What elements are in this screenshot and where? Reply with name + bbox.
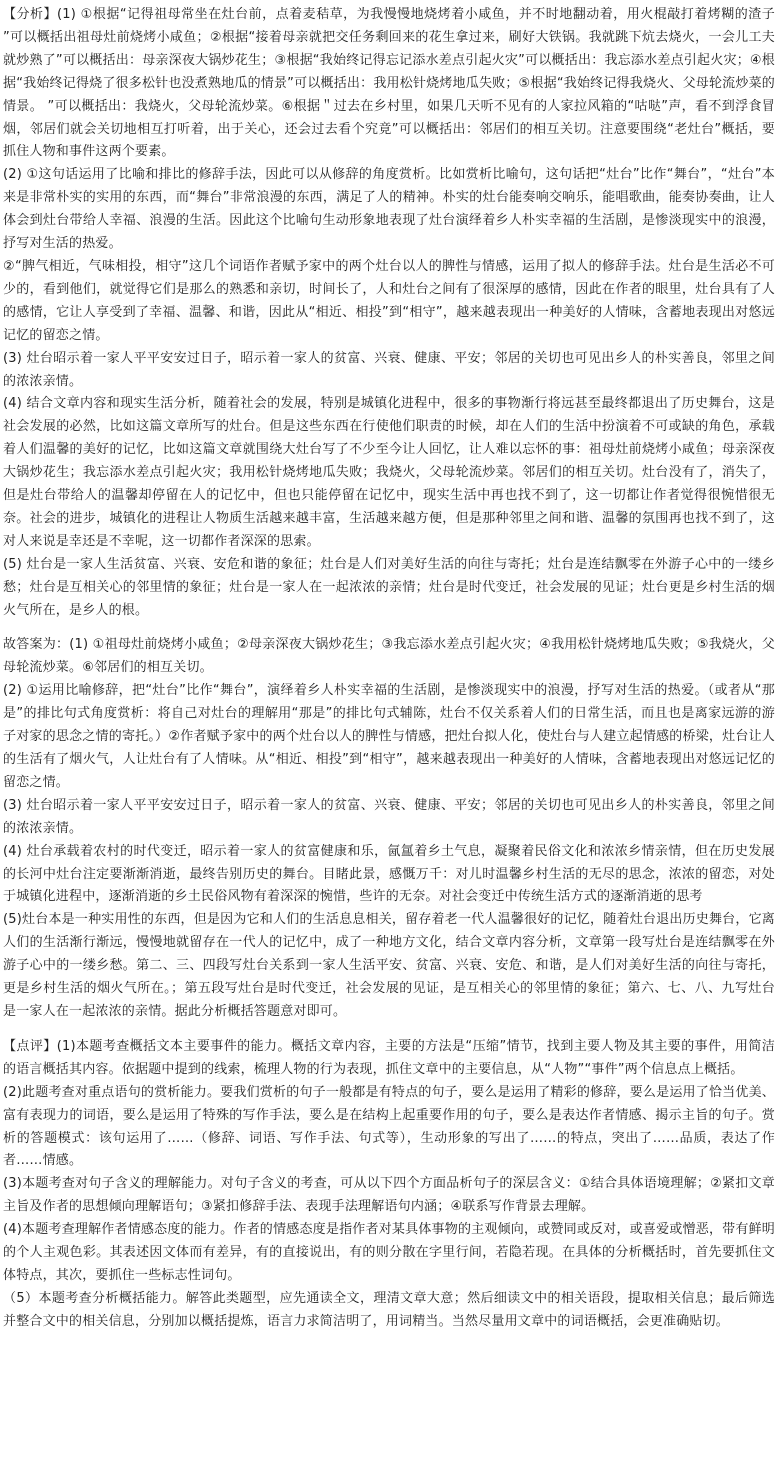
analysis-paragraph: (3) 灶台昭示着一家人平平安安过日子，昭示着一家人的贫富、兴衰、健康、平安；邻居的关切也可见出乡人的朴实善良，邻里之间的浓浓亲情。 bbox=[3, 350, 775, 389]
answer-section bbox=[3, 634, 775, 1023]
answer-paragraph: (2) ①运用比喻修辞，把“灶台”比作“舞台”，演绎着乡人朴实幸福的生活剧，是惨淡现实中的浪漫，抒写对生活的热爱。（或者从“那是”的排比句式角度赏析：将自己对灶台的理解用“那是”的排比句式辅陈，灶台不仅关系着人们的日常生活，而且也是离家远游的游子对家的思念之情的寄托。）②作者赋予家中的两个灶台以人的脾性与情感，把灶台拟人化，使灶台与人建立起情感的桥梁，灶台让人的生活有了烟火气，人让灶台有了人情味。从“相近、相投”到“相守”，越来越表现出一种美好的人情味，含蓄地表现出对悠远记忆的留恋之情。 bbox=[3, 683, 775, 790]
analysis-paragraph: (2) ①这句话运用了比喻和排比的修辞手法，因此可以从修辞的角度赏析。比如赏析比喻句，这句话把“灶台”比作“舞台”，“灶台”本来是非常朴实的实用的东西，而“舞台”非常浪漫的东西，满足了人的精神。朴实的灶台能奏响交响乐，能唱歌曲，能奏协奏曲，让人体会到灶台带给人幸福、浪漫的生活。因此这个比喻句生动形象地表现了灶台演绎着乡人朴实幸福的生活剧，是惨淡现实中的浪漫，抒写对生活的热爱。 bbox=[3, 167, 775, 252]
comment-paragraph: (2)此题考查对重点语句的赏析能力。要我们赏析的句子一般都是有特点的句子，要么是运用了精彩的修辞，要么是运用了恰当优美、富有表现力的词语，要么是运用了特殊的写作手法，要么是在结构上起重要作用的句子，要么是表达作者情感、揭示主旨的句子。赏析的答题模式：该句运用了……（修辞、词语、写作手法、句式等），生动形象的写出了……的特点，突出了……品质，表达了作者……情感。 bbox=[3, 1084, 775, 1169]
section-spacer bbox=[3, 1024, 775, 1036]
comment-paragraph: (3)本题考查对句子含义的理解能力。对句子含义的考查，可从以下四个方面品析句子的深层含义：①结合具体语境理解；②紧扣文章主旨及作者的思想倾向理解语句；③紧扣修辞手法、表现手法理解语句内涵；④联系写作背景去理解。 bbox=[3, 1176, 775, 1215]
analysis-paragraph: (4) 结合文章内容和现实生活分析，随着社会的发展，特别是城镇化进程中，很多的事物渐行将远甚至最终都退出了历史舞台，这是社会发展的必然，比如这篇文章所写的灶台。但是这些东西在行使他们职责的时候，却在人们的生活中扮演着不可或缺的角色，承载着人们温馨的美好的记忆，比如这篇文章就围绕大灶台写了不少至今让人回忆，让人难以忘怀的事：祖母灶前烧烤小咸鱼；母亲深夜大锅炒花生；我忘添水差点引起火灾；我用松针烧烤地瓜失败；我烧火，父母轮流炒菜。邻居们的相互关切。灶台没有了，消失了，但是灶台带给人的温馨却停留在人的记忆中，但也只能停留在记忆中，现实生活中再也找不到了，这一切都让作者觉得很惋惜很无奈。社会的进步，城镇化的进程让人物质生活越来越丰富，生活越来越方便，但是那种邻里之间和谐、温馨的氛围再也找不到了，这对人来说是幸还是不幸呢，这一切都作者深深的思索。 bbox=[3, 396, 775, 549]
analysis-paragraph: ②“脾气相近，气味相投，相守”这几个词语作者赋予家中的两个灶台以人的脾性与情感，运用了拟人的修辞手法。灶台是生活必不可少的，看到他们，就觉得它们是那么的熟悉和亲切，时间长了，人和灶台之间有了很深厚的感情，因此在作者的眼里，灶台具有了人的感情，它让人享受到了幸福、温馨、和谐，因此从“相近、相投”到“相守”，越来越表现出一种美好的人情味，含蓄地表现出对悠远记忆的留恋之情。 bbox=[3, 258, 775, 343]
comment-paragraph: （5）本题考查分析概括能力。解答此类题型，应先通读全文，理清文章大意；然后细读文中的相关语段，提取相关信息；最后筛选并整合文中的相关信息，分别加以概括提炼，语言力求简洁明了，用词精当。当然尽量用文章中的词语概括，会更准确贴切。 bbox=[3, 1290, 775, 1329]
answer-paragraph: (4) 灶台承载着农村的时代变迁，昭示着一家人的贫富健康和乐，氤氲着乡土气息，凝聚着民俗文化和浓浓乡情亲情，但在历史发展的长河中灶台注定要渐渐消逝，最终告别历史的舞台。目睹此景，感慨万千：对儿时温馨乡村生活的无尽的思念，浓浓的留恋，对处于城镇化进程中，逐渐消逝的乡土民俗风物有着深深的惋惜，些许的无奈。对社会变迁中传统生活方式的逐渐消逝的思考 bbox=[3, 843, 775, 905]
comment-section bbox=[3, 1036, 775, 1334]
comment-paragraph: 【点评】(1)本题考查概括文本主要事件的能力。概括文章内容，主要的方法是“压缩”情节，找到主要人物及其主要的事件，用简洁的语言概括其内容。依据题中提到的线索，梳理人物的行为表现，抓住文章中的主要信息，从“人物”“事件”两个信息点上概括。 bbox=[3, 1038, 775, 1077]
answer-paragraph: (3) 灶台昭示着一家人平平安安过日子，昭示着一家人的贫富、兴衰、健康、平安；邻居的关切也可见出乡人的朴实善良，邻里之间的浓浓亲情。 bbox=[3, 797, 775, 836]
analysis-paragraph: 【分析】(1) ①根据“记得祖母常坐在灶台前，点着麦秸草，为我慢慢地烧烤着小咸鱼，并不时地翻动着，用火棍敲打着烤糊的渣子 ”可以概括出祖母灶前烧烤小咸鱼；②根据“接着母亲就把交任务剩回来的花生拿过来，刷好大铁锅。我就跳下炕去烧火，一会儿工夫就炒熟了”可以概括出：母亲深夜大锅炒花生；③根据“我始终记得忘记添水差点引起火灾”可以概括出：我忘添水差点引起火灾；④根据“我始终记得烧了很多松针也没煮熟地瓜的情景”可以概括出：我用松针烧烤地瓜失败；⑤根据“我始终记得我烧火、父母轮流炒菜的情景。 ”可以概括出：我烧火，父母轮流炒菜。⑥根据＂过去在乡村里，如果几天听不见有的人家拉风箱的“咕哒”声，看不到浮食冒烟，邻居们就会关切地相互打听着，出于关心，还会过去看个究竟”可以概括出：邻居们的相互关切。注意要围绕“老灶台”概括，要抓住人物和事件这两个要素。 bbox=[3, 7, 775, 160]
answer-paragraph: (5)灶台本是一种实用性的东西，但是因为它和人们的生活息息相关，留存着老一代人温馨很好的记忆，随着灶台退出历史舞台，它离人们的生活渐行渐远，慢慢地就留存在一代人的记忆中，成了一种地方文化，结合文章内容分析，文章第一段写灶台是连结飘零在外游子心中的一缕乡愁。第二、三、四段写灶台关系到一家人生活平安、贫富、兴衰、安危、和谐，是人们对美好生活的向往与寄托，更是乡村生活的烟火气所在。；第五段写灶台是时代变迁，社会发展的见证，是互相关心的邻里情的象征；第六、七、八、九写灶台是一家人在一起浓浓的亲情。据此分析概括答题意对即可。 bbox=[3, 912, 775, 1019]
analysis-section bbox=[3, 4, 775, 622]
answer-paragraph: 故答案为：(1) ①祖母灶前烧烤小咸鱼；②母亲深夜大锅炒花生；③我忘添水差点引起火灾；④我用松针烧烤地瓜失败；⑤我烧火，父母轮流炒菜。⑥邻居们的相互关切。 bbox=[3, 637, 775, 676]
comment-paragraph: (4)本题考查理解作者情感态度的能力。作者的情感态度是指作者对某具体事物的主观倾向，或赞同或反对，或喜爱或憎恶，带有鲜明的个人主观色彩。其表述因文体而有差异，有的直接说出，有的则分散在字里行间，若隐若现。在具体的分析概括时，首先要抓住文体特点，其次，要抓住一些标志性词句。 bbox=[3, 1222, 775, 1283]
section-spacer bbox=[3, 622, 775, 634]
analysis-paragraph: (5) 灶台是一家人生活贫富、兴衰、安危和谐的象征；灶台是人们对美好生活的向往与寄托；灶台是连结飘零在外游子心中的一缕乡愁；灶台是互相关心的邻里情的象征；灶台是一家人在一起浓浓的亲情；灶台是时代变迁，社会发展的见证；灶台更是乡村生活的烟火气所在，是乡人的根。 bbox=[3, 556, 775, 618]
